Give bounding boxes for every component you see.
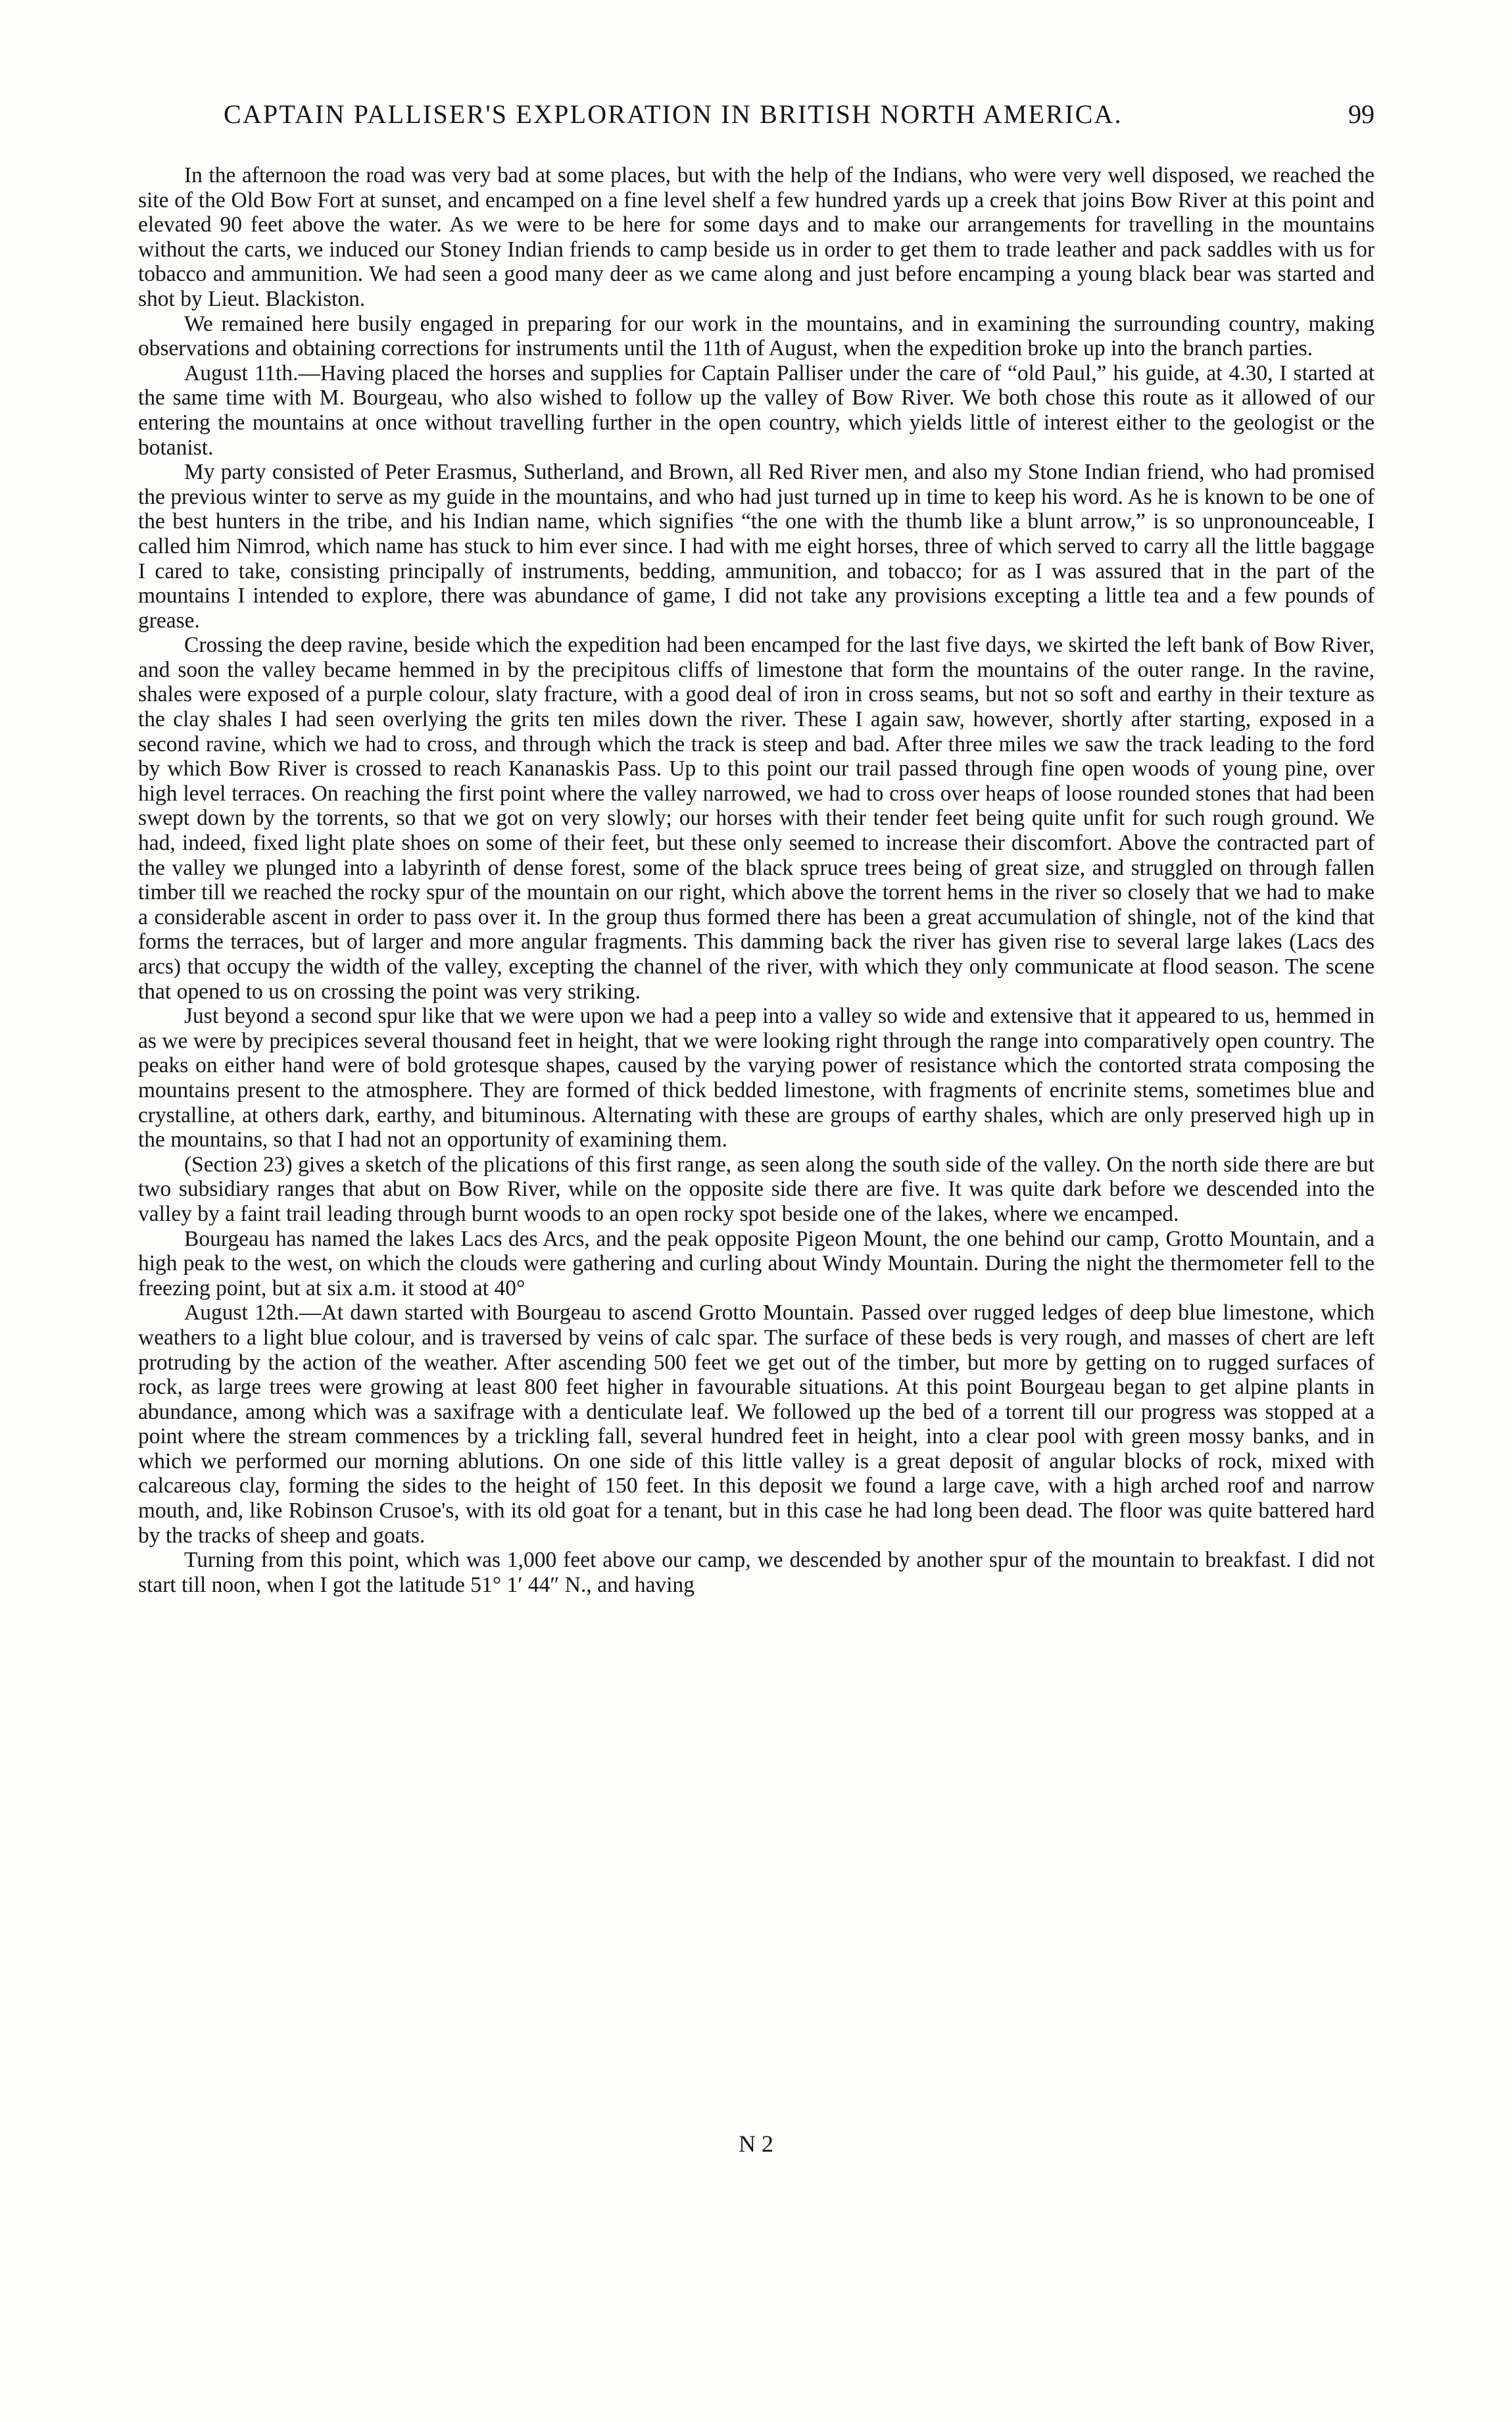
- paragraph: Just beyond a second spur like that we were upon we had a peep into a valley so wide and extensive that it appeared to us, hemmed in as we were by precipices several thousand feet in height, that we were looking right through the range into comparatively open country. The peaks on either hand were of bold grotesque shapes, caused by the varying power of resistance which the contorted strata composing the mountains present to the atmosphere. They are formed of thick bedded limestone, with fragments of encrinite stems, sometimes blue and crystalline, at others dark, earthy, and bituminous. Alternating with these are groups of earthy shales, which are only preserved high up in the mountains, so that I had not an opportunity of examining them.: [138, 1004, 1375, 1152]
- paragraph: August 11th.—Having placed the horses and supplies for Captain Palliser under the care of “old Paul,” his guide, at 4.30, I started at the same time with M. Bourgeau, who also wished to follow up the valley of Bow River. We both chose this route as it allowed of our entering the mountains at once without travelling further in the open country, which yields little of interest either to the geologist or the botanist.: [138, 360, 1375, 460]
- page-header: [138, 99, 1375, 138]
- signature-mark: N 2: [739, 2131, 773, 2157]
- paragraph: We remained here busily engaged in preparing for our work in the mountains, and in examining the surrounding country, making observations and obtaining corrections for instruments until the 11th of August, when the expedition broke up into the branch parties.: [138, 311, 1375, 361]
- paragraph: August 12th.—At dawn started with Bourgeau to ascend Grotto Mountain. Passed over rugged ledges of deep blue limestone, which weathers to a light blue colour, and is traversed by veins of calc spar. The surface of these beds is very rough, and masses of chert are left protruding by the action of the weather. After ascending 500 feet we get out of the timber, but more by getting on to rugged surfaces of rock, as large trees were growing at least 800 feet higher in favourable situations. At this point Bourgeau began to get alpine plants in abundance, among which was a saxifrage with a denticulate leaf. We followed up the bed of a torrent till our progress was stopped at a point where the stream commences by a trickling fall, several hundred feet in height, into a clear pool with green mossy banks, and in which we performed our morning ablutions. On one side of this little valley is a great deposit of angular blocks of rock, mixed with calcareous clay, forming the sides to the height of 150 feet. In this deposit we found a large cave, with a high arched roof and narrow mouth, and, like Robinson Crusoe's, with its old goat for a tenant, but in this case he had long been dead. The floor was quite battered hard by the tracks of sheep and goats.: [138, 1300, 1375, 1548]
- body-text: [138, 163, 1375, 1597]
- paragraph: My party consisted of Peter Erasmus, Sutherland, and Brown, all Red River men, and also my Stone Indian friend, who had promised the previous winter to serve as my guide in the mountains, and who had just turned up in time to keep his word. As he is known to be one of the best hunters in the tribe, and his Indian name, which signifies “the one with the thumb like a blunt arrow,” is so unpronounceable, I called him Nimrod, which name has stuck to him ever since. I had with me eight horses, three of which served to carry all the little baggage I cared to take, consisting principally of instruments, bedding, ammunition, and tobacco; for as I was assured that in the part of the mountains I intended to explore, there was abundance of game, I did not take any provisions excepting a little tea and a few pounds of grease.: [138, 460, 1375, 633]
- paragraph: Turning from this point, which was 1,000 feet above our camp, we descended by another spur of the mountain to breakfast. I did not start till noon, when I got the latitude 51° 1′ 44″ N., and having: [138, 1548, 1375, 1597]
- page-number: 99: [1348, 99, 1375, 129]
- paragraph: Crossing the deep ravine, beside which the expedition had been encamped for the last five days, we skirted the left bank of Bow River, and soon the valley became hemmed in by the precipitous cliffs of limestone that form the mountains of the outer range. In the ravine, shales were exposed of a purple colour, slaty fracture, with a good deal of iron in cross seams, but not so soft and earthy in their texture as the clay shales I had seen overlying the grits ten miles down the river. These I again saw, however, shortly after starting, exposed in a second ravine, which we had to cross, and through which the track is steep and bad. After three miles we saw the track leading to the ford by which Bow River is crossed to reach Kananaskis Pass. Up to this point our trail passed through fine open woods of young pine, over high level terraces. On reaching the first point where the valley narrowed, we had to cross over heaps of loose rounded stones that had been swept down by the torrents, so that we got on very slowly; our horses with their tender feet being quite unfit for such rough ground. We had, indeed, fixed light plate shoes on some of their feet, but these only seemed to increase their discomfort. Above the contracted part of the valley we plunged into a labyrinth of dense forest, some of the black spruce trees being of great size, and struggled on through fallen timber till we reached the rocky spur of the mountain on our right, which above the torrent hems in the river so closely that we had to make a considerable ascent in order to pass over it. In the group thus formed there has been a great accumulation of shingle, not of the kind that forms the terraces, but of larger and more angular fragments. This damming back the river has given rise to several large lakes (Lacs des arcs) that occupy the width of the valley, excepting the channel of the river, with which they only communicate at flood season. The scene that opened to us on crossing the point was very striking.: [138, 633, 1375, 1004]
- paragraph: (Section 23) gives a sketch of the plications of this first range, as seen along the south side of the valley. On the north side there are but two subsidiary ranges that abut on Bow River, while on the opposite side there are five. It was quite dark before we descended into the valley by a faint trail leading through burnt woods to an open rocky spot beside one of the lakes, where we encamped.: [138, 1152, 1375, 1226]
- running-title: CAPTAIN PALLISER'S EXPLORATION IN BRITISH NORTH AMERICA.: [224, 99, 1123, 129]
- paragraph: Bourgeau has named the lakes Lacs des Arcs, and the peak opposite Pigeon Mount, the one behind our camp, Grotto Mountain, and a high peak to the west, on which the clouds were gathering and curling about Windy Mountain. During the night the thermometer fell to the freezing point, but at six a.m. it stood at 40°: [138, 1226, 1375, 1300]
- paragraph: In the afternoon the road was very bad at some places, but with the help of the Indians, who were very well disposed, we reached the site of the Old Bow Fort at sunset, and encamped on a fine level shelf a few hundred yards up a creek that joins Bow River at this point and elevated 90 feet above the water. As we were to be here for some days and to make our arrangements for travelling in the mountains without the carts, we induced our Stoney Indian friends to camp beside us in order to get them to trade leather and pack saddles with us for tobacco and ammunition. We had seen a good many deer as we came along and just before encamping a young black bear was started and shot by Lieut. Blackiston.: [138, 163, 1375, 311]
